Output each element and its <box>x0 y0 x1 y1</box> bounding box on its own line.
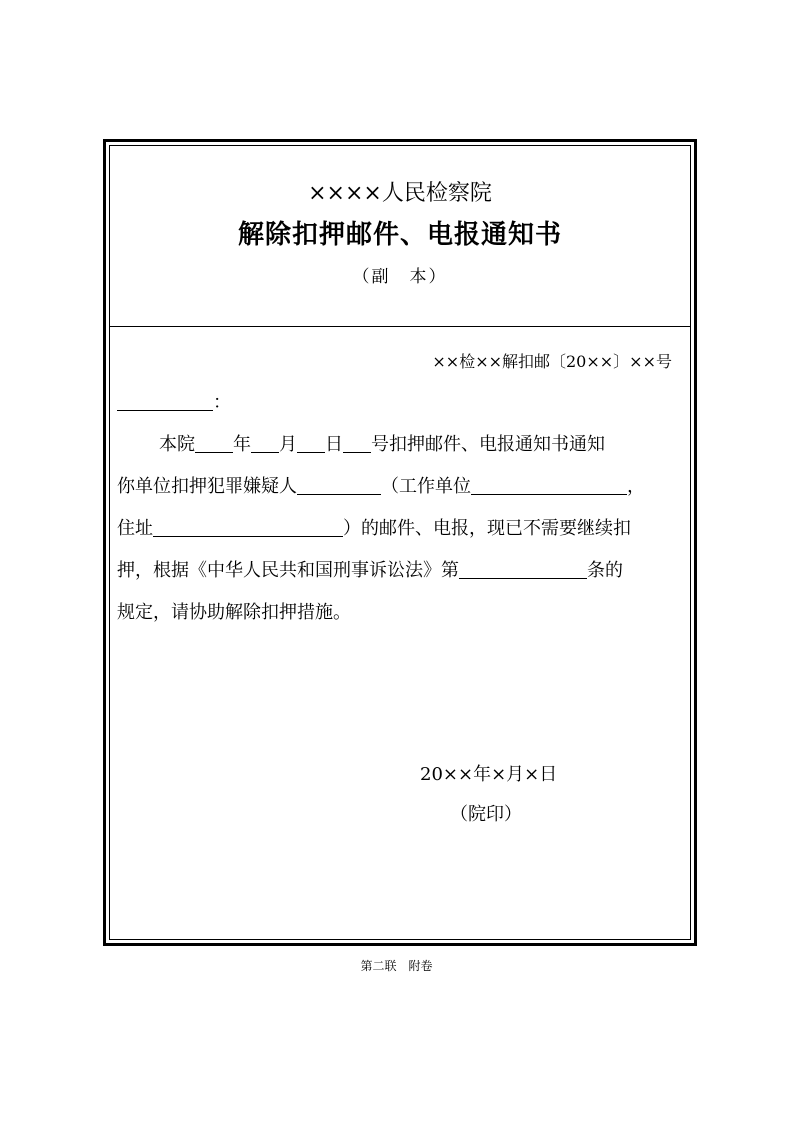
header-divider <box>110 326 690 327</box>
text-day: 日 <box>325 434 343 455</box>
work-unit-blank[interactable] <box>471 476 627 495</box>
body-line-5: 规定，请协助解除扣押措施。 <box>117 602 351 623</box>
notice-number-blank[interactable] <box>343 434 371 453</box>
text-suspect: 你单位扣押犯罪嫌疑人 <box>117 476 297 497</box>
addressee-colon: ： <box>213 392 231 413</box>
procuratorate-name: ××××人民检察院 <box>308 181 492 206</box>
body-line-2 <box>117 472 645 498</box>
body-line-3 <box>117 514 631 540</box>
day-blank[interactable] <box>297 434 325 453</box>
suspect-name-blank[interactable] <box>297 476 381 495</box>
document-frame <box>103 139 697 946</box>
text-month: 月 <box>279 434 297 455</box>
document-title: 解除扣押邮件、电报通知书 <box>237 220 562 250</box>
text-law-reference: 押，根据《中华人民共和国刑事诉讼法》第 <box>117 560 459 581</box>
copy-label: （副 本） <box>352 267 448 287</box>
seal-label: （院印） <box>450 804 522 825</box>
text-work-unit: （工作单位 <box>381 476 471 497</box>
text-notice-ref: 号扣押邮件、电报通知书通知 <box>371 434 605 455</box>
issue-date: 20××年×月×日 <box>420 764 558 785</box>
text-year: 年 <box>233 434 251 455</box>
text-article: 条的 <box>587 560 623 581</box>
month-blank[interactable] <box>251 434 279 453</box>
body-line-1 <box>159 430 605 456</box>
text-comma: ， <box>627 476 645 497</box>
text-benyuan: 本院 <box>159 434 195 455</box>
text-mail-telegram: ）的邮件、电报，现已不需要继续扣 <box>343 518 631 539</box>
article-blank[interactable] <box>459 560 587 579</box>
document-number: ××检××解扣邮〔20××〕××号 <box>432 352 672 371</box>
addressee-line <box>117 388 231 414</box>
copy-footer: 第二联 附卷 <box>360 959 433 973</box>
year-blank[interactable] <box>195 434 233 453</box>
document-inner-border <box>109 145 691 940</box>
addressee-blank[interactable] <box>117 392 213 411</box>
address-blank[interactable] <box>153 518 343 537</box>
body-line-4 <box>117 556 623 582</box>
text-address: 住址 <box>117 518 153 539</box>
